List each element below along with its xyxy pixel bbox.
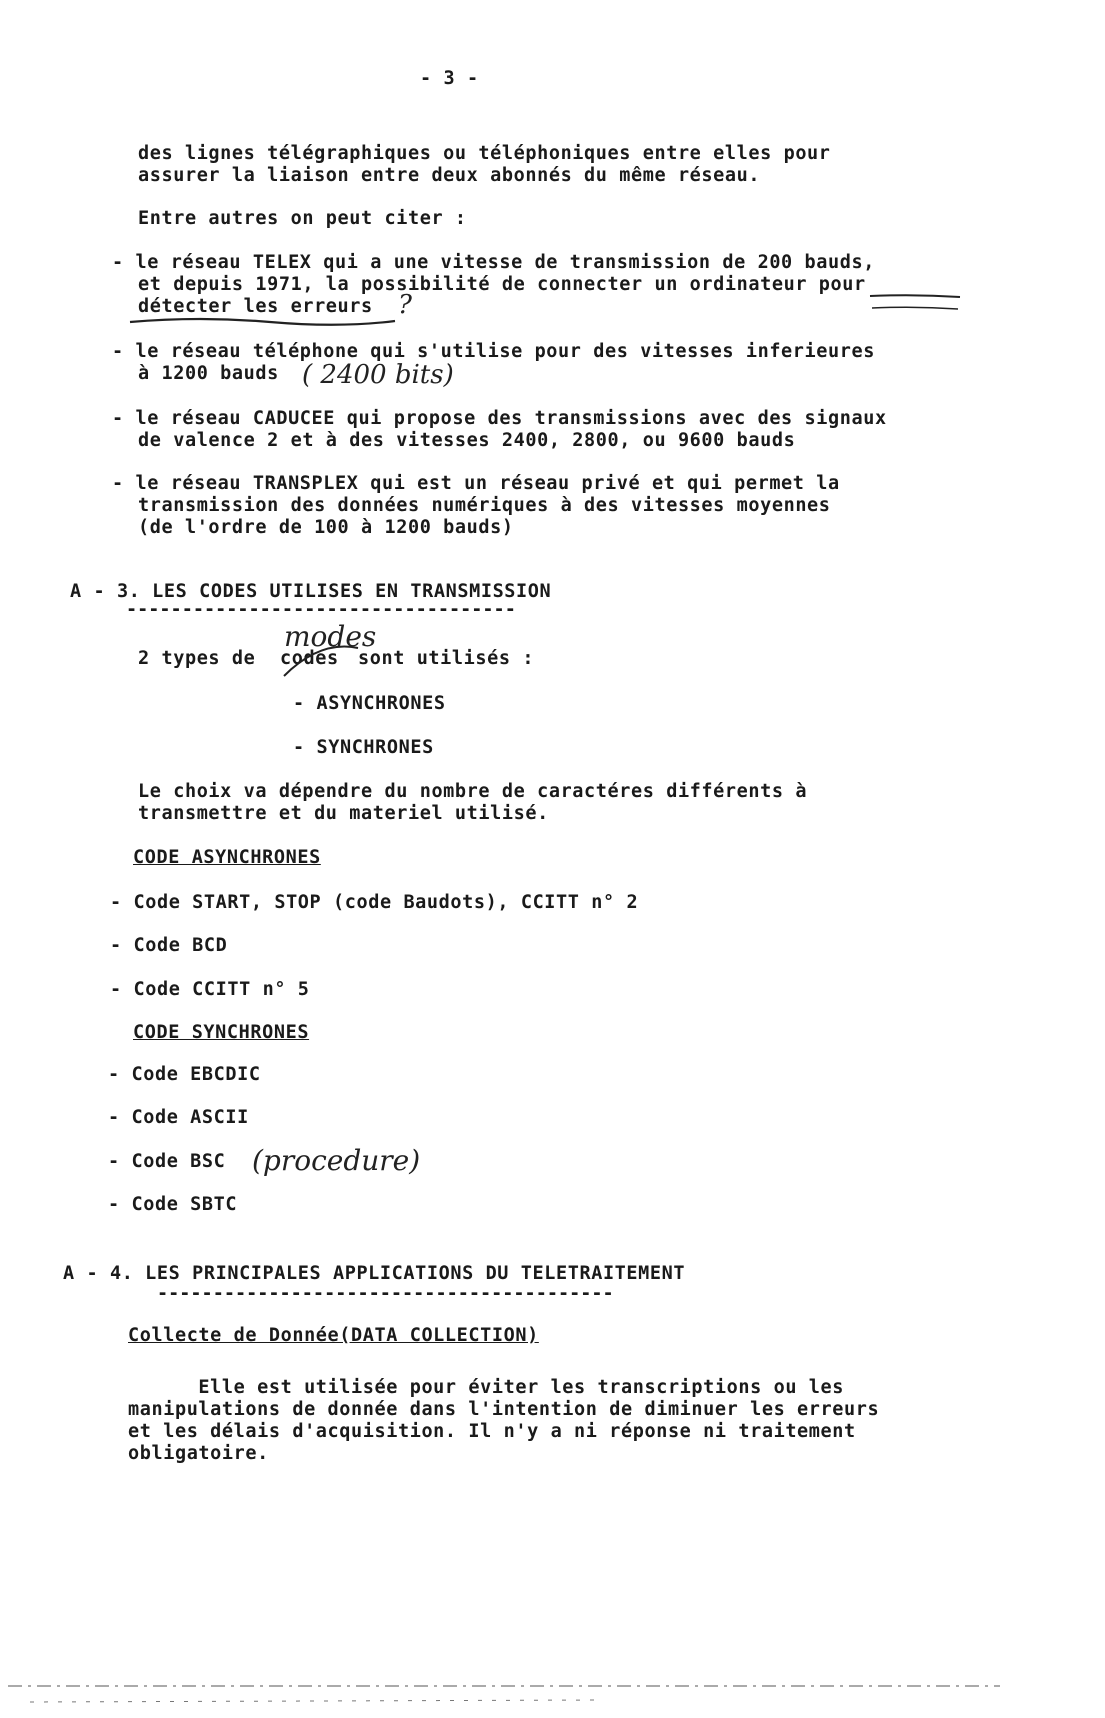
handwritten-procedure: (procedure) — [252, 1144, 421, 1177]
async-code-1: - Code START, STOP (code Baudots), CCITT n° 2 — [110, 892, 639, 913]
section-4-heading: A - 4. LES PRINCIPALES APPLICATIONS DU TELETRAITEMENT — [63, 1263, 686, 1284]
type-synchrones: - SYNCHRONES — [293, 737, 434, 758]
handwritten-question-mark: ? — [398, 290, 412, 320]
telex-line-2: et depuis 1971, la possibilité de connecter un ordinateur pour — [138, 274, 866, 295]
collecte-para-line-4: obligatoire. — [128, 1443, 269, 1464]
telex-line-1: - le réseau TELEX qui a une vitesse de transmission de 200 bauds, — [112, 252, 875, 273]
telex-line-3: détecter les erreurs — [138, 296, 373, 317]
collecte-para-line-1: Elle est utilisée pour éviter les transcriptions ou les — [128, 1377, 845, 1398]
caducee-line-2: de valence 2 et à des vitesses 2400, 2800, ou 9600 bauds — [138, 430, 796, 451]
intro-line-2: assurer la liaison entre deux abonnés du même réseau. — [138, 165, 761, 186]
intro-line-1: des lignes télégraphiques ou téléphoniques entre elles pour — [138, 143, 831, 164]
section-3-dashes: ----------------------------------- — [126, 599, 516, 620]
telephone-line-1: - le réseau téléphone qui s'utilise pour des vitesses inferieures — [112, 341, 875, 362]
strike-codes — [284, 647, 358, 676]
types-prefix: 2 types de — [138, 648, 256, 669]
section-4-dashes: ----------------------------------------- — [157, 1283, 614, 1304]
sync-title: CODE SYNCHRONES — [133, 1022, 310, 1043]
scan-noise-bottom-2 — [30, 1700, 600, 1702]
underline-pour-2 — [872, 307, 958, 309]
transplex-line-2: transmission des données numériques à des vitesses moyennes — [138, 495, 831, 516]
telephone-line-2: à 1200 bauds — [138, 363, 279, 384]
list-intro: Entre autres on peut citer : — [138, 208, 467, 229]
collecte-subheading: Collecte de Donnée(DATA COLLECTION) — [128, 1325, 539, 1346]
async-code-2: - Code BCD — [110, 935, 228, 956]
choice-line-1: Le choix va dépendre du nombre de caractéres différents à — [138, 781, 808, 802]
handwritten-speed-note: ( 2400 bits) — [302, 360, 454, 390]
page-number: - 3 - — [420, 68, 479, 89]
sync-code-2: - Code ASCII — [108, 1107, 249, 1128]
collecte-para-line-3: et les délais d'acquisition. Il n'y a ni réponse ni traitement — [128, 1421, 856, 1442]
handwritten-modes: modes — [284, 620, 377, 653]
caducee-line-1: - le réseau CADUCEE qui propose des transmissions avec des signaux — [112, 408, 887, 429]
type-asynchrones: - ASYNCHRONES — [293, 693, 446, 714]
section-3-heading: A - 3. LES CODES UTILISES EN TRANSMISSION — [70, 581, 552, 602]
sync-code-4: - Code SBTC — [108, 1194, 238, 1215]
async-code-3: - Code CCITT n° 5 — [110, 979, 310, 1000]
underline-pour — [870, 295, 960, 297]
sync-code-3: - Code BSC — [108, 1151, 226, 1172]
types-word: codes — [280, 648, 339, 669]
async-title: CODE ASYNCHRONES — [133, 847, 321, 868]
transplex-line-3: (de l'ordre de 100 à 1200 bauds) — [138, 517, 514, 538]
collecte-para-line-2: manipulations de donnée dans l'intention de diminuer les erreurs — [128, 1399, 880, 1420]
transplex-line-1: - le réseau TRANSPLEX qui est un réseau privé et qui permet la — [112, 473, 840, 494]
types-suffix: sont utilisés : — [358, 648, 535, 669]
underline-detecter — [130, 319, 395, 325]
choice-line-2: transmettre et du materiel utilisé. — [138, 803, 549, 824]
sync-code-1: - Code EBCDIC — [108, 1064, 261, 1085]
